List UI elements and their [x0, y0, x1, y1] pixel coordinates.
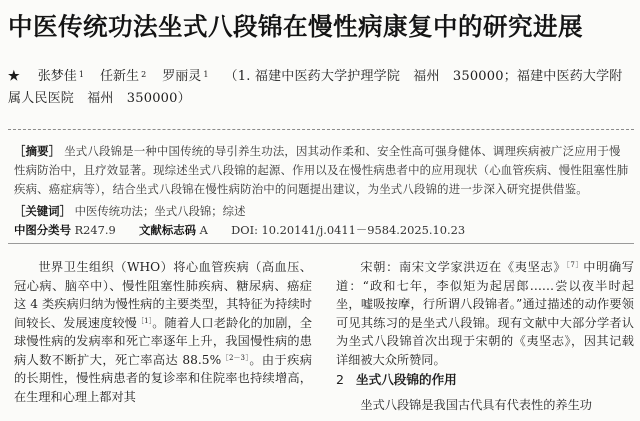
doc-code-label: 文献标志码 [139, 223, 196, 237]
abstract-text: 坐式八段锦是一种中国传统的导引养生功法，因其动作柔和、安全性高可强身健体、调理疾病被广泛应用于慢性病防治中，且疗效显著。现综述坐式八段锦的起源、作用以及在慢性病患者中的应用现状（心血管疾病、慢性阻塞性肺疾病、癌症病等），结合坐式八段锦在慢性病防治中的问题提出建议，为坐式八段锦的进一步深入研究提供借鉴。 [14, 144, 629, 196]
author-block [8, 66, 634, 110]
classification-value: R247.9 [74, 223, 116, 237]
abstract-label: ［摘要］ [14, 144, 61, 158]
doc-code-value: A [199, 223, 208, 237]
citation: ［2－3］ [221, 353, 250, 362]
divider-dashed [8, 129, 634, 130]
paper-title: 中医传统功法坐式八段锦在慢性病康复中的研究进展 [8, 12, 583, 41]
body-paragraph [336, 258, 634, 369]
author-name: 任新生 [100, 69, 140, 84]
body-text: 。随着人口老龄化的加剧，全球慢性病的发病率和死亡率逐年上升，我国慢性病的患病人数不断扩大，死亡率高达 88.5% [14, 315, 312, 367]
doi: DOI: 10.20141/j.0411－9584.2025.10.23 [231, 223, 466, 237]
section-heading [336, 371, 634, 390]
star-icon: ★ [8, 69, 20, 84]
classification-label: 中图分类号 [14, 223, 71, 237]
affiliations: （1. 福建中医药大学护理学院 福州 350000；福建中医药大学附属人民医院 福州 350000） [8, 69, 623, 106]
author-affiliation-mark: 2 [141, 70, 147, 79]
classification-line [14, 221, 632, 240]
body-text: 坐式八段锦是我国古代具有代表性的养生功 [360, 397, 592, 412]
section-number: 2 [336, 372, 345, 387]
author-affiliation-mark: 1 [78, 70, 84, 79]
body-paragraph [14, 258, 312, 406]
keywords-text: 中医传统功法；坐式八段锦；综述 [74, 204, 246, 218]
metadata-block [14, 202, 632, 240]
body-text: 中明确写道：“政和七年，李似矩为起居郎……尝以夜半时起坐，嘘吸按摩，行所谓八段锦者。”通过描述的动作要领可见其练习的是坐式八段锦。现有文献中大部分学者认为坐式八段锦首次出现于宋朝的《夷坚志》，因其记载详细被大众所赞同。 [336, 260, 634, 367]
author-name: 张梦佳 [37, 69, 77, 84]
body-paragraph [336, 396, 634, 415]
keywords-line [14, 202, 632, 221]
citation: ［7］ [566, 261, 584, 269]
citation: ［1］ [136, 316, 153, 325]
author-affiliation-mark: 1 [203, 70, 209, 79]
divider [8, 243, 634, 244]
left-column [14, 258, 312, 406]
body-text: 世界卫生组织（WHO）将心血管疾病（高血压、冠心病、脑卒中）、慢性阻塞性肺疾病、糖尿病、癌症这 4 类疾病归纳为慢性病的主要类型，其特征为持续时间较长、发展速度较慢 [14, 260, 312, 330]
body-text: 。由于疾病的长期性，慢性病患者的复诊率和住院率也持续增高，在生理和心理上都对其 [14, 352, 312, 404]
keywords-label: ［关键词］ [14, 204, 71, 218]
section-title: 坐式八段锦的作用 [356, 372, 457, 387]
right-column [336, 258, 634, 414]
author-name: 罗丽灵 [162, 69, 202, 84]
body-text: 宋朝：南宋文学家洪迈在《夷坚志》 [360, 260, 567, 274]
abstract [14, 142, 632, 199]
